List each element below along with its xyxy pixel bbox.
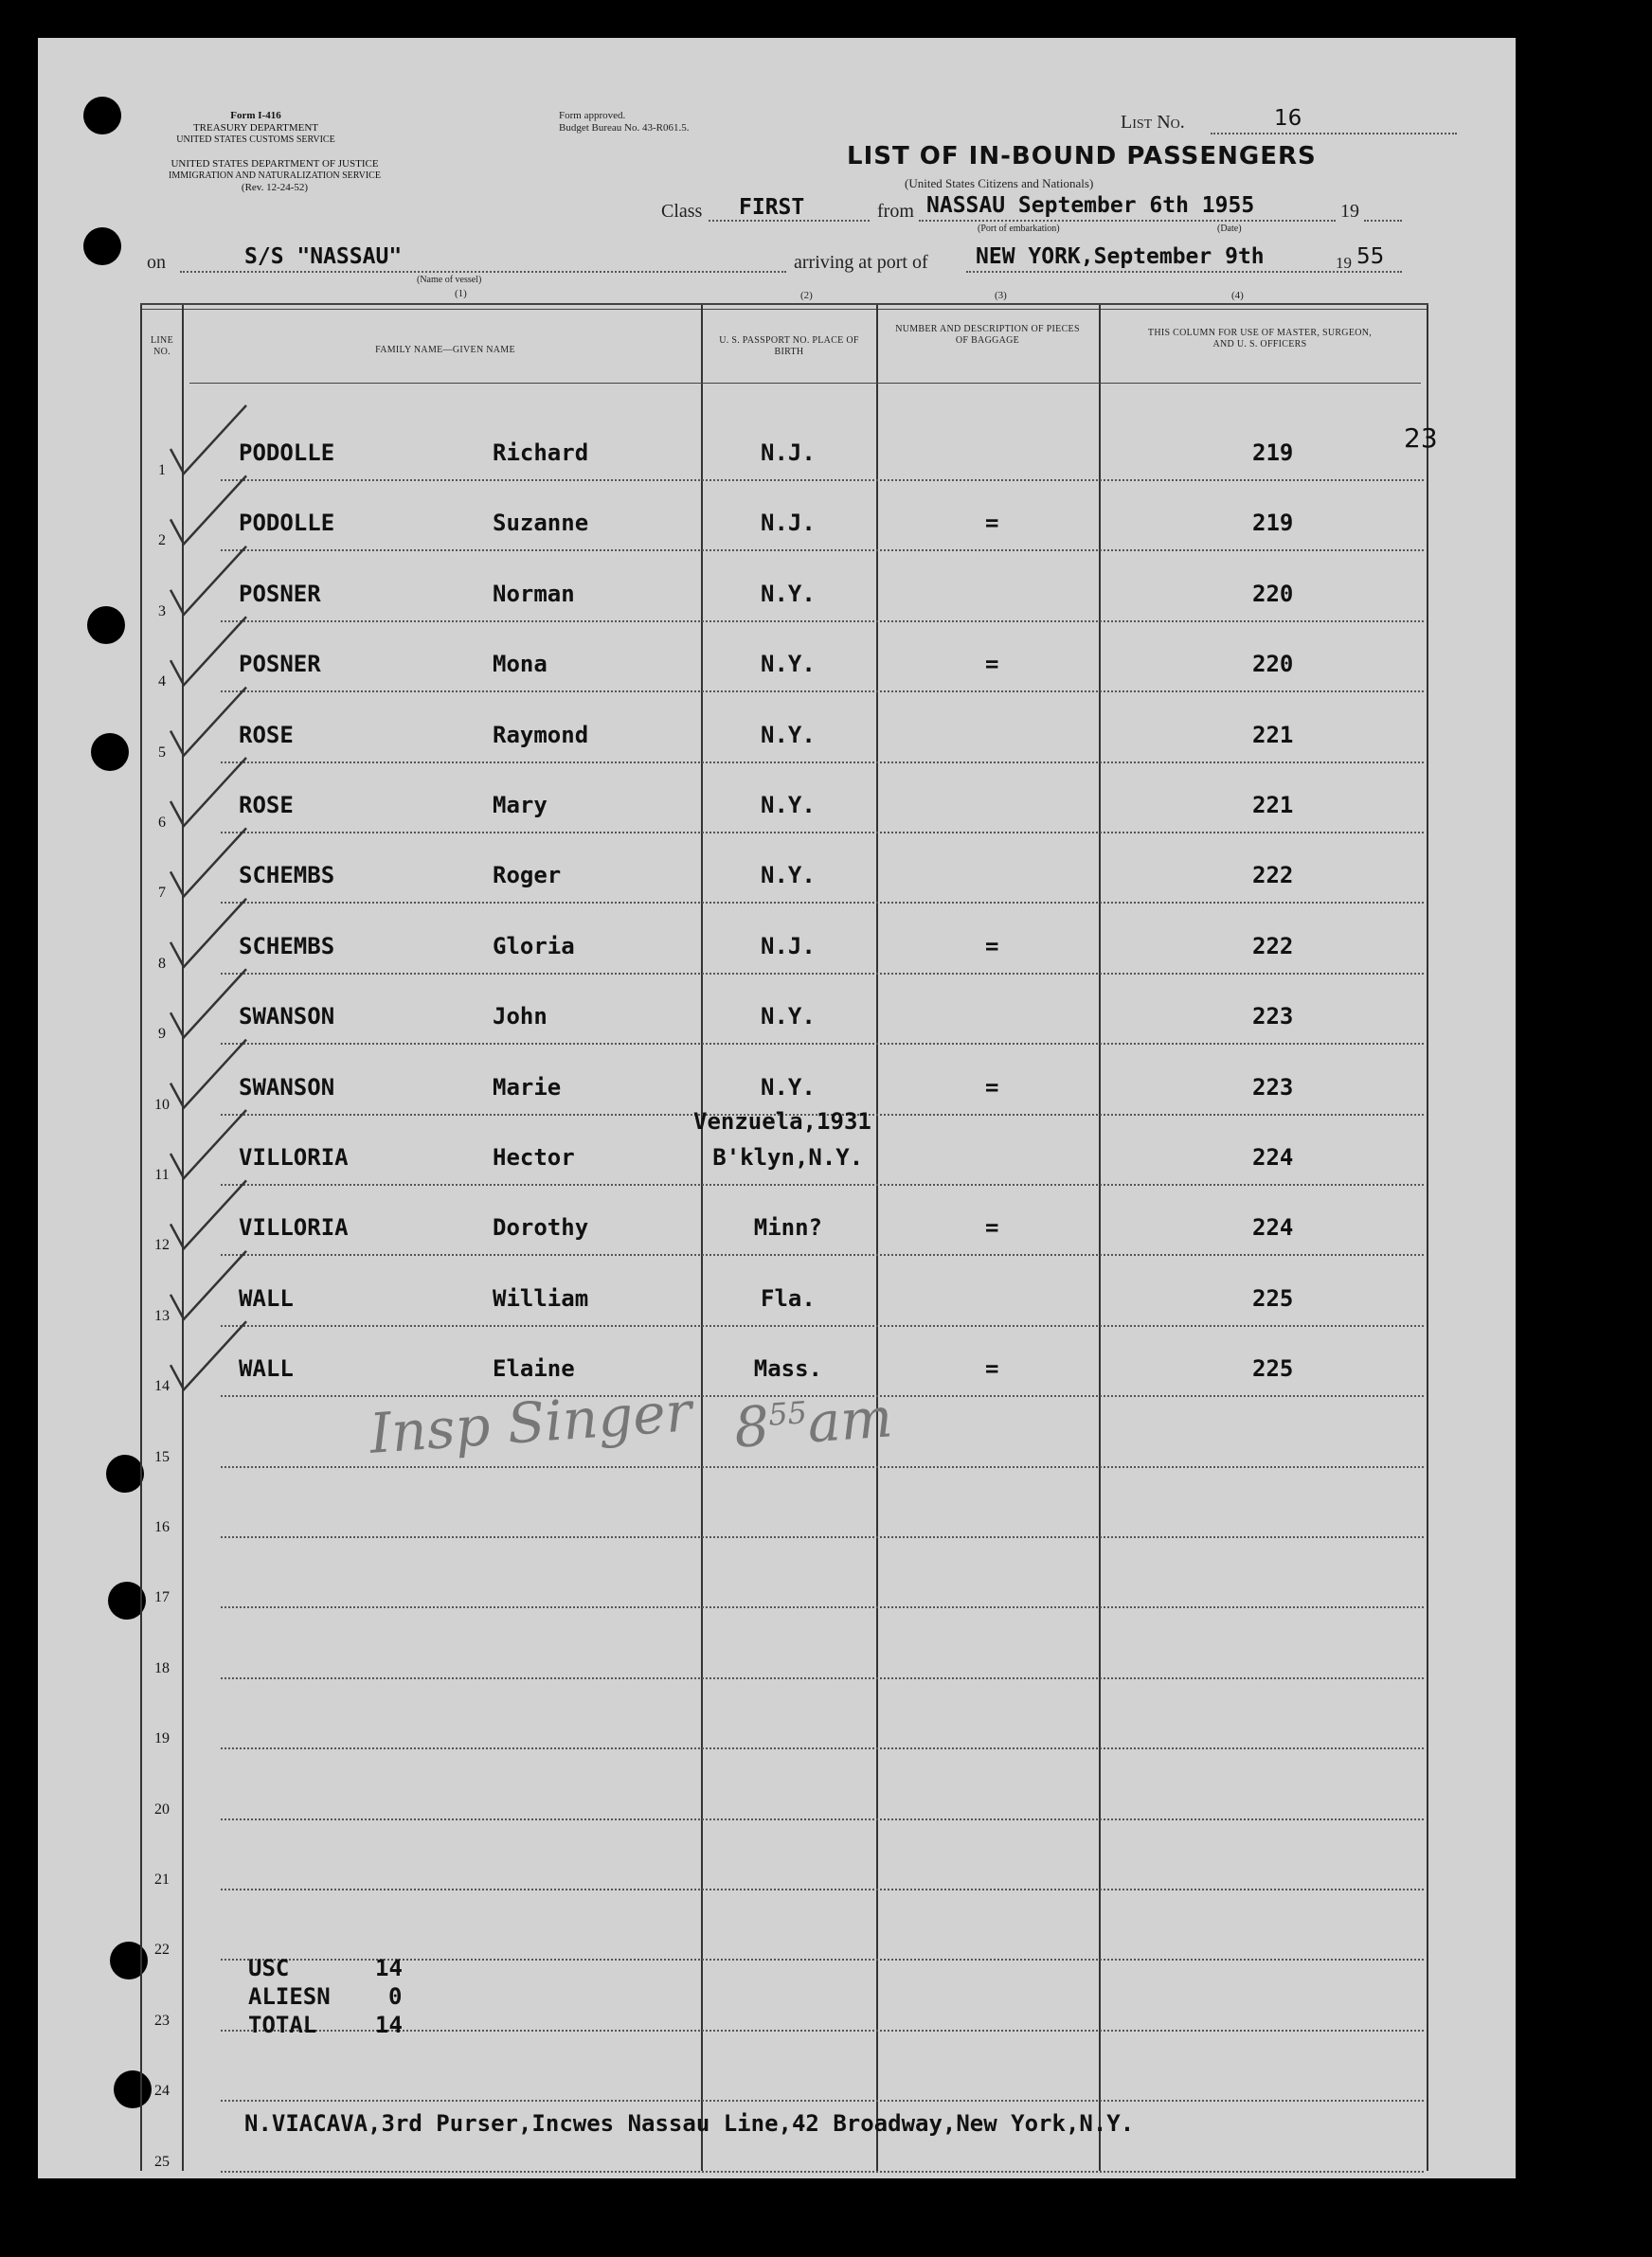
line-number: 9: [158, 1026, 166, 1043]
place-of-birth: N.Y.: [761, 792, 816, 818]
place-of-birth: N.Y.: [761, 651, 816, 678]
family-name: ROSE: [239, 792, 294, 818]
budget-bureau: Budget Bureau No. 43-R061.5.: [559, 122, 690, 134]
baggage-mark: =: [985, 651, 999, 678]
baggage-mark: =: [985, 1073, 999, 1101]
usc-label: USC: [248, 1955, 290, 1981]
place-of-birth: N.J.: [761, 439, 816, 466]
given-name: Mary: [493, 792, 548, 818]
line-number: 14: [154, 1378, 170, 1395]
page-subtitle: (United States Citizens and Nationals): [905, 176, 1094, 190]
department: TREASURY DEPARTMENT: [192, 122, 319, 134]
given-name: Roger: [493, 862, 562, 889]
family-name: WALL: [239, 1284, 294, 1312]
baggage-mark: =: [985, 1214, 999, 1242]
given-name: Suzanne: [493, 510, 589, 537]
check-mark: [171, 475, 246, 544]
check-mark: [171, 1251, 246, 1319]
vessel-name: S/S "NASSAU": [244, 244, 403, 269]
check-mark: [171, 617, 246, 685]
purser-signature-line: N.VIACAVA,3rd Purser,Incwes Nassau Line,42 Broadway,New York,N.Y.: [244, 2110, 1135, 2137]
from-label: from: [877, 201, 914, 222]
place-of-birth: B'klyn,N.Y.: [712, 1144, 864, 1171]
line-number: 7: [158, 885, 166, 902]
line-number: 23: [154, 2012, 170, 2029]
line-number: 24: [154, 2083, 170, 2100]
line-number: 1: [158, 462, 166, 478]
place-of-birth: N.Y.: [761, 862, 816, 889]
line-number: 25: [154, 2153, 170, 2170]
given-name: Dorothy: [493, 1214, 589, 1242]
family-name: WALL: [239, 1355, 294, 1383]
officer-number: 222: [1252, 862, 1294, 889]
list-no-label: List No.: [1121, 112, 1185, 133]
line-number: 17: [154, 1589, 170, 1606]
check-mark: [171, 899, 246, 967]
col-head-passport: U. S. PASSPORT NO. PLACE OF BIRTH: [719, 335, 859, 357]
line-number: 22: [154, 1942, 170, 1959]
handwritten-minutes: 55: [766, 1394, 809, 1433]
family-name: SCHEMBS: [239, 862, 335, 889]
line-number: 10: [154, 1096, 170, 1113]
birth-extra-line: Venzuela,1931: [693, 1108, 871, 1135]
usc-value: 14: [375, 1955, 403, 1981]
family-name: SWANSON: [239, 1073, 335, 1101]
aliens-label: ALIESN: [248, 1983, 331, 2010]
page-title: LIST OF IN-BOUND PASSENGERS: [847, 142, 1317, 170]
place-of-birth: Mass.: [753, 1355, 822, 1383]
given-name: Gloria: [493, 932, 575, 959]
on-label: on: [147, 252, 166, 273]
check-mark: [171, 405, 246, 474]
col-num-1: (1): [455, 288, 467, 299]
given-name: Mona: [493, 651, 548, 678]
officer-number: 223: [1252, 1073, 1294, 1101]
col-head-lineno: LINE NO.: [151, 335, 173, 357]
arrival-year-prefix: 19: [1336, 254, 1352, 272]
line-number: 3: [158, 602, 166, 619]
place-of-birth: Minn?: [753, 1214, 822, 1242]
line-number: 11: [154, 1167, 170, 1183]
form-approved: Form approved.: [559, 110, 626, 121]
officer-number: 219: [1252, 510, 1294, 537]
given-name: Hector: [493, 1144, 575, 1171]
given-name: Marie: [493, 1073, 562, 1101]
from-year-suffix: 19: [1340, 201, 1359, 222]
class-value: FIRST: [739, 195, 805, 220]
col-head-officers: THIS COLUMN FOR USE OF MASTER, SURGEON, AND U. S. OFFICERS: [1147, 328, 1373, 349]
place-of-birth: N.J.: [761, 510, 816, 537]
line-number: 13: [154, 1307, 170, 1324]
given-name: Elaine: [493, 1355, 575, 1383]
family-name: VILLORIA: [239, 1144, 349, 1171]
given-name: Raymond: [493, 721, 589, 748]
place-of-birth: N.J.: [761, 932, 816, 959]
given-name: Richard: [493, 439, 589, 466]
line-number: 12: [154, 1237, 170, 1254]
ins-service: IMMIGRATION AND NATURALIZATION SERVICE: [169, 170, 381, 181]
handwritten-hour: 8: [731, 1393, 772, 1460]
justice-department: UNITED STATES DEPARTMENT OF JUSTICE: [171, 158, 379, 170]
family-name: PODOLLE: [239, 510, 335, 537]
form-number: Form I-416: [230, 110, 281, 121]
check-mark: [171, 1321, 246, 1389]
place-of-birth: N.Y.: [761, 1003, 816, 1030]
line-number: 2: [158, 532, 166, 549]
col-num-3: (3): [995, 290, 1007, 301]
revision: (Rev. 12-24-52): [241, 182, 309, 193]
check-mark: [171, 758, 246, 826]
family-name: POSNER: [239, 651, 321, 678]
total-value: 14: [375, 2012, 403, 2038]
place-of-birth: N.Y.: [761, 721, 816, 748]
check-mark: [171, 1040, 246, 1108]
col-num-2: (2): [800, 290, 813, 301]
line-number: 18: [154, 1659, 170, 1676]
family-name: POSNER: [239, 580, 321, 607]
line-number: 21: [154, 1872, 170, 1888]
handwritten-ampm: am: [805, 1385, 895, 1456]
arriving-label: arriving at port of: [794, 252, 928, 273]
line-number: 5: [158, 743, 166, 761]
arrival-value: NEW YORK,September 9th: [976, 244, 1265, 269]
customs-service: UNITED STATES CUSTOMS SERVICE: [176, 134, 335, 145]
line-number: 6: [158, 815, 166, 831]
family-name: ROSE: [239, 721, 294, 748]
officer-number: 225: [1252, 1355, 1294, 1383]
place-of-birth: Fla.: [761, 1284, 816, 1312]
family-name: VILLORIA: [239, 1214, 349, 1242]
passenger-manifest-page: [38, 38, 1516, 2178]
check-mark: [171, 969, 246, 1037]
line-number: 20: [154, 1800, 170, 1818]
officer-number: 223: [1252, 1003, 1294, 1030]
given-name: William: [493, 1284, 589, 1312]
check-mark: [171, 1110, 246, 1178]
class-label: Class: [661, 201, 703, 222]
check-mark: [171, 546, 246, 615]
officer-number: 221: [1252, 792, 1294, 818]
place-of-birth: N.Y.: [761, 1073, 816, 1101]
margin-number: 23: [1404, 422, 1438, 454]
officer-number: 221: [1252, 721, 1294, 748]
vessel-caption: (Name of vessel): [417, 275, 482, 285]
family-name: SCHEMBS: [239, 932, 335, 959]
family-name: SWANSON: [239, 1003, 335, 1030]
col-head-baggage: NUMBER AND DESCRIPTION OF PIECES OF BAGGAGE: [895, 324, 1080, 346]
date-caption: (Date): [1217, 224, 1242, 234]
line-number: 4: [158, 673, 166, 690]
from-value: NASSAU September 6th 1955: [926, 193, 1255, 218]
check-marks: [38, 38, 1516, 2178]
check-mark: [171, 1180, 246, 1248]
baggage-mark: =: [985, 1355, 999, 1383]
handwritten-inspector: Insp Singer: [368, 1379, 694, 1466]
line-number: 15: [154, 1448, 170, 1465]
check-mark: [171, 828, 246, 896]
given-name: Norman: [493, 580, 575, 607]
handwritten-time: [732, 1385, 895, 1460]
given-name: John: [493, 1003, 548, 1030]
col-num-4: (4): [1231, 290, 1244, 301]
family-name: PODOLLE: [239, 439, 335, 466]
officer-number: 224: [1252, 1214, 1294, 1242]
baggage-mark: =: [985, 510, 999, 537]
check-mark: [171, 688, 246, 756]
line-number: 16: [154, 1519, 170, 1535]
line-number: 19: [154, 1730, 170, 1747]
officer-number: 220: [1252, 580, 1294, 607]
officer-number: 222: [1252, 932, 1294, 959]
officer-number: 219: [1252, 439, 1294, 466]
list-no-value: 16: [1274, 106, 1302, 131]
officer-number: 224: [1252, 1144, 1294, 1171]
total-label: TOTAL: [248, 2012, 317, 2038]
baggage-mark: =: [985, 932, 999, 959]
line-number: 8: [158, 955, 166, 972]
officer-number: 225: [1252, 1284, 1294, 1312]
officer-number: 220: [1252, 651, 1294, 678]
place-of-birth: N.Y.: [761, 580, 816, 607]
arrival-year-suffix: 55: [1356, 244, 1385, 269]
port-embarkation-caption: (Port of embarkation): [978, 224, 1060, 234]
aliens-value: 0: [388, 1983, 403, 2010]
col-head-name: FAMILY NAME—GIVEN NAME: [375, 345, 515, 355]
